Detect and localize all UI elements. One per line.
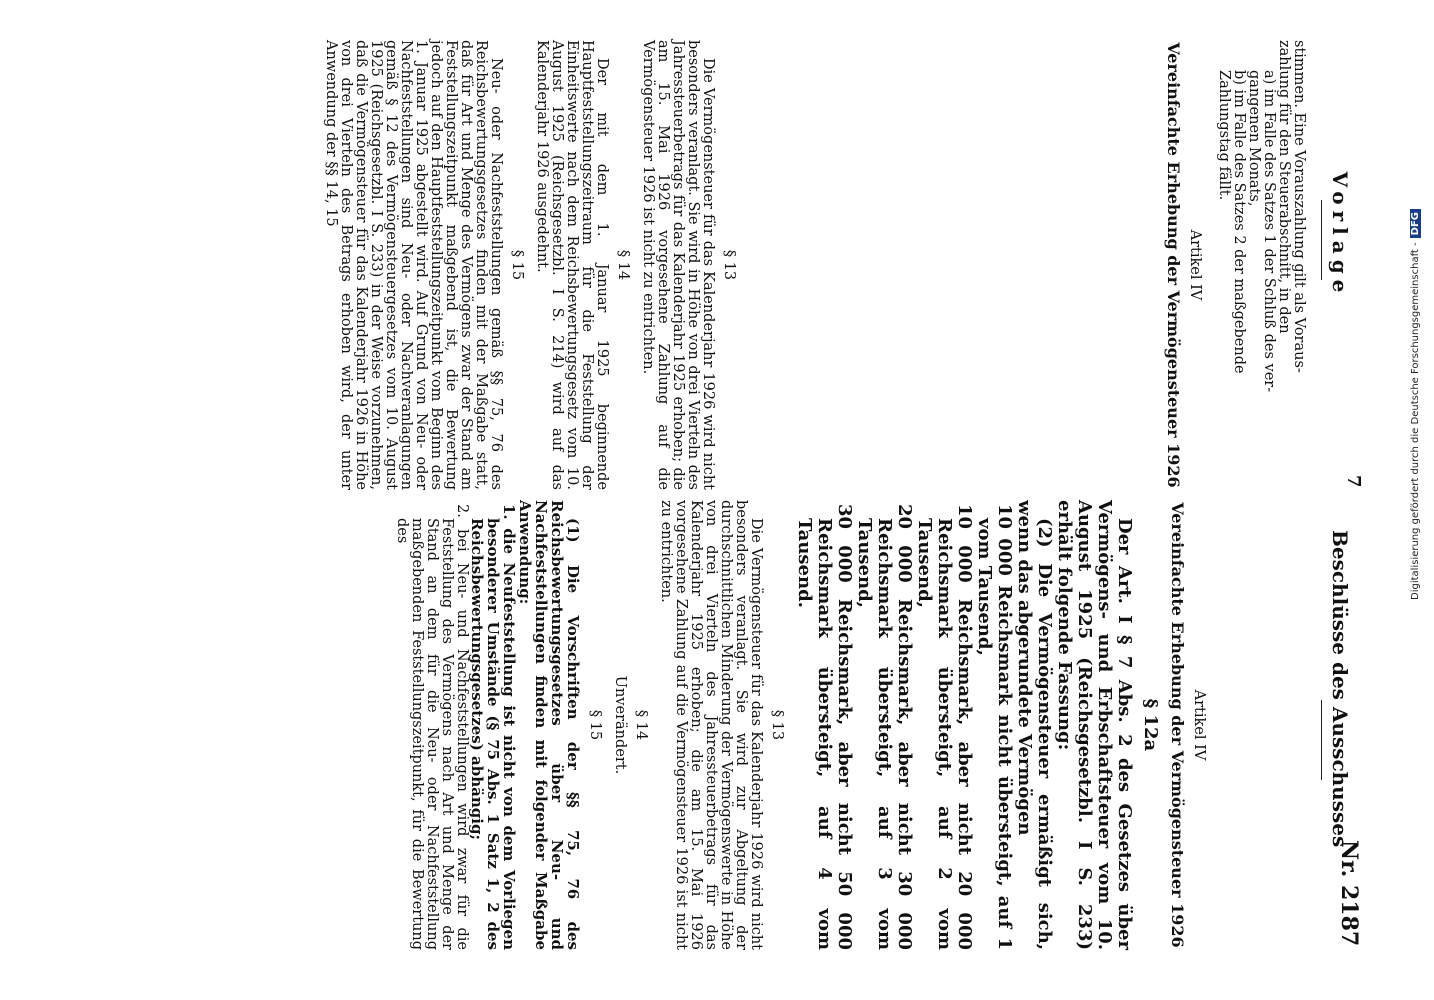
right-section-15-item-2: 2. bei Neu- und Nachfeststellungen wird zwar für die Feststellung des Vermögens nach Art und Menge der Stand an dem für die Neu- oder Nachfeststellung maßgebenden Feststellungszeitpunkt, für die Bewertung des (394, 504, 470, 950)
artikel-heading: Artikel IV (1187, 229, 1203, 301)
section-13-title: § 13 (721, 249, 737, 281)
right-section-15-item-1: 1. die Neufeststellung ist nicht von dem Vorliegen besonderer Umstände (§ 75 Abs. 1 Satz 1, 2 des Reichsbewertungsgesetzes) abhängig; (468, 504, 518, 950)
credit-text: Digitalisierung gefördert durch die Deutsche Forschungsgemeinschaft - (1410, 242, 1421, 600)
section-14-title: § 14 (615, 249, 631, 281)
section-12a-item: 20 000 Reichsmark, aber nicht 30 000 Reichsmark übersteigt, auf 3 vom Tausend, (854, 504, 915, 950)
document-number: Nr. 2187 (1336, 840, 1362, 947)
intro-line-1: stimmen. Eine Vorauszahlung gilt als Voraus- (1291, 40, 1307, 373)
dfg-logo: DFG (1410, 209, 1421, 238)
left-column (323, 40, 1306, 490)
section-12a-item: 10 000 Reichsmark, aber nicht 20 000 Reichsmark übersteigt, auf 2 vom Tausend, (914, 504, 975, 950)
right-section-14-text: Unverändert. (612, 675, 628, 775)
right-artikel-title: Vereinfachte Erhebung der Vermögensteuer 1926 (1168, 502, 1187, 948)
header-left-title: Vorlage (1328, 171, 1352, 299)
page-number: 7 (1343, 475, 1364, 488)
right-section-13-text: Die Vermögensteuer für das Kalenderjahr 1926 wird nicht besonders veranlagt. Sie wird zur Abgeltung der durchschnittlichen Minderung der Vermögenswerte in Höhe von drei Vierteln des Jahressteuerbetrags für das Kalenderjahr 1925 erhoben; die am 15. Mai 1926 vorgesehene Zahlung auf die Vermögensteuer 1926 ist nicht zu entrichten. (658, 500, 764, 950)
section-12a-item: 30 000 Reichsmark, aber nicht 50 000 Reichsmark übersteigt, auf 4 vom Tausend. (794, 504, 855, 950)
right-column (394, 500, 1306, 950)
section-12a-paragraph: (2) Die Vermögensteuer ermäßigt sich, wenn das abgerundete Vermögen (1014, 500, 1055, 950)
item-a-line-2: gangenen Monats, (1246, 70, 1262, 207)
header-rule-right (1321, 700, 1322, 780)
item-b (1216, 40, 1246, 490)
header-right-title: Beschlüsse des Ausschusses (1328, 530, 1352, 848)
section-12a-intro: Der Art. I § 7 Abs. 2 des Gesetzes über Vermögens- und Erbschaftsteuer vom 10. August 1925 (Reichsgesetzbl. I S. 233) erhält folgende Fassung: (1054, 500, 1135, 950)
item-a (1246, 40, 1276, 490)
section-14-text: Der mit dem 1. Januar 1925 beginnende Hauptfeststellungszeitraum für die Feststellung der Einheitswerte nach dem Reichsbewertungsgesetz vom 10. August 1925 (Reichsgesetzbl. I S. 214) wird auf das Kalenderjahr 1926 ausgedehnt. (534, 40, 610, 490)
right-section-13-title: § 13 (769, 709, 785, 741)
right-section-15-title: § 15 (587, 709, 603, 741)
right-section-15-intro: (1) Die Vorschriften der §§ 75, 76 des Reichsbewertungsgesetzes über Neu- und Nachfeststellungen finden mit folgender Maßgabe Anwendung: (516, 500, 582, 950)
digitization-credit (1410, 209, 1421, 600)
section-13-text: Die Vermögensteuer für das Kalenderjahr 1926 wird nicht besonders veranlagt. Sie wird in Höhe von drei Vierteln des Jahressteuerbetrags für das Kalenderjahr 1925 erhoben; die am 15. Mai 1926 vorgesehene Zahlung auf die Vermögensteuer 1926 ist nicht zu entrichten. (640, 40, 716, 490)
artikel-title: Vereinfachte Erhebung der Vermögensteuer 1926 (1164, 42, 1183, 488)
item-a-line-1: a) im Falle des Satzes 1 der Schluß des ver- (1261, 70, 1277, 393)
header-rule-left (1321, 200, 1322, 280)
section-15-title: § 15 (509, 249, 525, 281)
section-15-text: Neu- oder Nachfeststellungen gemäß §§ 75, 76 des Reichsbewertungsgesetzes finden mit der Maßgabe statt, daß für Art und Menge des Vermögens zwar der Stand am Feststellungszeitpunkt maßgebend ist, die Bewertung jedoch auf den Hauptfeststellungszeitpunkt vom Beginn des 1. Januar 1925 abgestellt wird. Auf Grund von Neu- oder Nachfeststellungen sind Neu- oder Nachveranlagungen gemäß § 12 des Vermögensteuergesetzes vom 10. August 1925 (Reichsgesetzbl. I S. 233) in der Weise vorzunehmen, daß die Vermögensteuer für das Kalenderjahr 1926 in Höhe von drei Vierteln des Betrags erhoben wird, der unter Anwendung der §§ 14, 15 (323, 40, 504, 490)
right-artikel-heading: Artikel IV (1191, 689, 1207, 761)
item-b-line-1: b) im Falle des Satzes 2 der maßgebende (1231, 70, 1247, 374)
section-12a-title: § 12a (1140, 698, 1161, 752)
intro-line-2: zahlung für den Steuerabschnitt, in den (1276, 40, 1292, 334)
item-b-line-2: Zahlungstag fällt. (1216, 70, 1232, 201)
right-section-14-title: § 14 (633, 709, 649, 741)
section-12a-item: 10 000 Reichsmark nicht übersteigt, auf 1 vom Tausend, (974, 504, 1015, 950)
